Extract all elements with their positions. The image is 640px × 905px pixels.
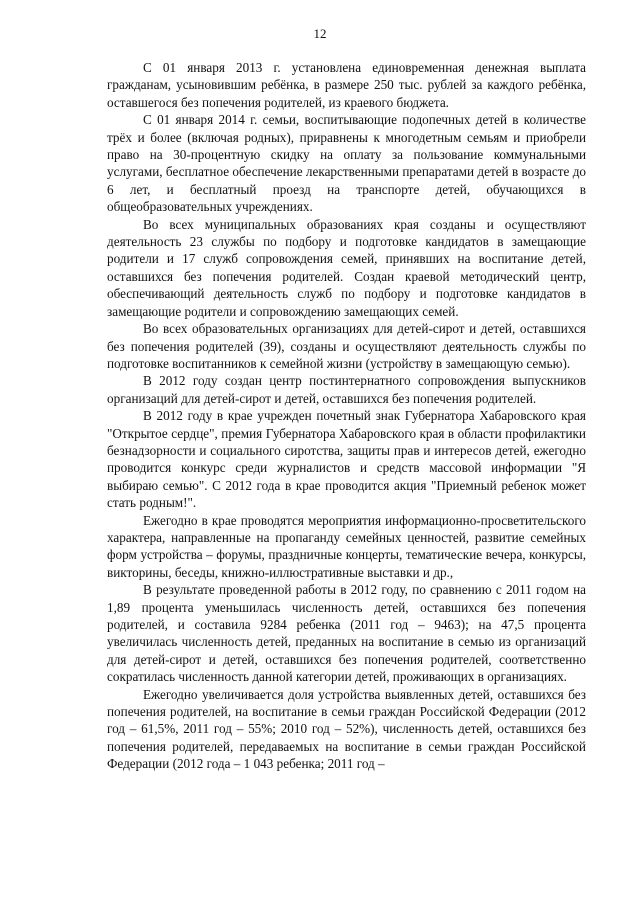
paragraph-2012-results: В результате проведенной работы в 2012 году, по сравнению с 2011 годом на 1,89 процента уменьшилась численность детей, оставшихся без попечения родителей, и составила 9284 ребенка (2011 год – 9463); на 47,5 процента увеличилась численность детей, преданных на воспитание в семью из организаций для детей-сирот и детей, оставшихся без попечения родителей, соответственно сократилась численность данной категории детей, проживающих в организациях. (107, 582, 586, 685)
paragraph-placement-share: Ежегодно увеличивается доля устройства выявленных детей, оставшихся без попечения родителей, на воспитание в семьи граждан Российской Федерации (2012 год – 61,5%, 2011 год – 55%; 2010 год – 52%), численность детей, оставшихся без попечения родителей, передаваемых на воспитание в семьи граждан Российской Федерации (2012 года – 1 043 ребенка; 2011 год – (107, 686, 586, 772)
paragraph-post-boarding-center: В 2012 году создан центр постинтернатного сопровождения выпускников организаций для детей-сирот и детей, оставшихся без попечения родителей. (107, 373, 586, 406)
paragraph-information-events: Ежегодно в крае проводятся мероприятия информационно-просветительского характера, направленные на пропаганду семейных ценностей, развитие семейных форм устройства – форумы, праздничные концерты, тематические вечера, конкурсы, викторины, беседы, книжно-иллюстративные выставки и др., (107, 512, 586, 580)
paragraph-large-families: С 01 января 2014 г. семьи, воспитывающие подопечных детей в количестве трёх и более (включая родных), приравнены к многодетным семьям и приобрели право на 30-процентную скидку на оплату за пользование коммунальными услугами, бесплатное обеспечение лекарственными препаратами детей в возрасте до 6 лет, и бесплатный проезд на транспорте детей, обучающихся в общеобразовательных учреждениях. (107, 112, 586, 215)
page-number: 12 (313, 26, 327, 41)
paragraph-governor-award: В 2012 году в крае учрежден почетный знак Губернатора Хабаровского края "Открытое сердце", премия Губернатора Хабаровского края в области профилактики безнадзорности и социального сиротства, защиты прав и интересов детей, ежегодно проводится конкурс среди журналистов и средств массовой информации "Я выбираю семью". С 2012 года в крае проводится акция "Приемный ребенок может стать родным!". (107, 408, 586, 511)
document-body (107, 59, 586, 773)
paragraph-adoption-payment: С 01 января 2013 г. установлена единовременная денежная выплата гражданам, усыновившим ребёнка, в размере 250 тыс. рублей за каждого ребёнка, оставшегося без попечения родителей, из краевого бюджета. (107, 60, 586, 110)
paragraph-support-services: Во всех муниципальных образованиях края созданы и осуществляют деятельность 23 службы по подбору и подготовке кандидатов в замещающие родители и 17 служб сопровождения семей, принявших на воспитание детей, оставшихся без попечения родителей. Создан краевой методический центр, обеспечивающий деятельность служб по подбору и подготовке кандидатов в замещающие родители и сопровождению замещающих семей. (107, 216, 586, 319)
paragraph-orphan-organizations: Во всех образовательных организациях для детей-сирот и детей, оставшихся без попечения родителей (39), созданы и осуществляют деятельность службы по подготовке воспитанников к семейной жизни (устройству в замещающую семью). (107, 321, 586, 371)
